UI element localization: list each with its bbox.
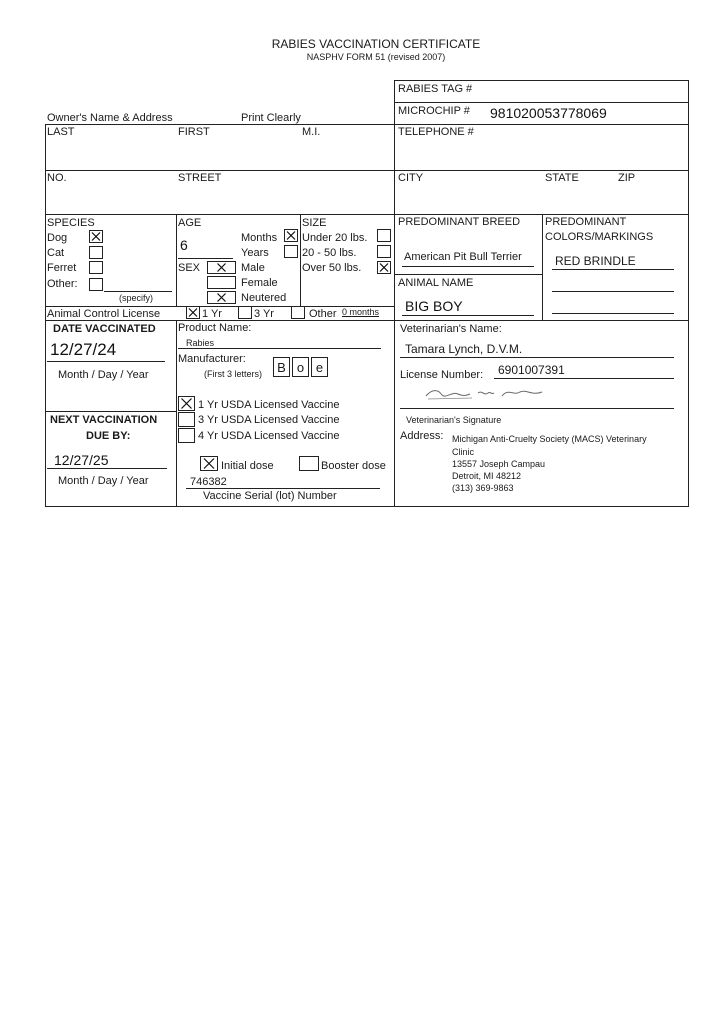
animal-control-license-label: Animal Control License [47,308,161,320]
vaccine-4yr-checkbox[interactable] [178,428,195,443]
colors-line-3 [552,313,674,314]
size-20-50-checkbox[interactable] [377,245,391,258]
rabies-tag-label: RABIES TAG # [398,83,473,95]
size-label: SIZE [302,217,327,229]
booster-dose-label: Booster dose [321,460,386,472]
street-number-label: NO. [47,172,67,184]
species-cat-checkbox[interactable] [89,246,103,259]
address-line-4: Detroit, MI 48212 [452,471,522,481]
next-vaccination-due-label: DUE BY: [86,430,131,442]
next-vaccination-value: 12/27/25 [54,452,109,468]
address-label: Address: [400,430,444,442]
sex-female-label: Female [241,277,278,289]
specify-note: (specify) [119,293,154,303]
vaccine-serial-value: 746382 [190,476,227,488]
colors-label-line2: COLORS/MARKINGS [545,231,654,243]
sex-male-checkbox[interactable] [207,261,236,274]
license-number-value: 6901007391 [498,363,565,377]
initial-dose-label: Initial dose [221,460,274,472]
species-dog-checkbox[interactable] [89,230,103,243]
vaccine-1yr-checkbox[interactable] [178,396,195,411]
vaccine-3yr-checkbox[interactable] [178,412,195,427]
species-ferret-label: Ferret [47,262,77,274]
colors-value: RED BRINDLE [555,254,636,268]
license-number-label: License Number: [400,369,484,381]
license-other-checkbox[interactable] [291,306,305,319]
manufacturer-letter-1: B [273,357,290,377]
manufacturer-letter-3: e [311,357,328,377]
check-x-icon [208,262,235,273]
license-other-label: Other [309,308,337,320]
check-x-icon [208,292,235,303]
owner-section-label: Owner's Name & Address [47,112,173,124]
sex-neutered-label: Neutered [241,292,287,304]
check-x-icon [378,262,390,273]
colors-label-line1: PREDOMINANT [545,216,627,228]
print-clearly-note: Print Clearly [241,112,301,124]
last-name-label: LAST [47,126,75,138]
booster-dose-checkbox[interactable] [299,456,319,471]
vaccine-4yr-label: 4 Yr USDA Licensed Vaccine [198,430,340,442]
telephone-label: TELEPHONE # [398,126,474,138]
size-over50-checkbox[interactable] [377,261,391,274]
first-name-label: FIRST [178,126,210,138]
street-label: STREET [178,172,222,184]
license-3yr-label: 3 Yr [254,308,274,320]
city-label: CITY [398,172,424,184]
species-label: SPECIES [47,217,95,229]
sex-neutered-checkbox[interactable] [207,291,236,304]
next-vaccination-line [47,468,167,469]
sex-female-checkbox[interactable] [207,276,236,289]
license-3yr-checkbox[interactable] [238,306,252,319]
address-line-2: Clinic [452,447,475,457]
product-name-value: Rabies [186,338,215,348]
check-x-icon [187,307,199,318]
breed-label: PREDOMINANT BREED [398,216,521,228]
size-20-50-label: 20 - 50 lbs. [302,247,357,259]
veterinarian-name-value: Tamara Lynch, D.V.M. [405,342,523,356]
species-other-label: Other: [47,278,78,290]
animal-name-line [402,315,534,316]
product-name-label: Product Name: [178,322,252,334]
check-x-icon [90,231,102,242]
size-under20-checkbox[interactable] [377,229,391,242]
initial-dose-checkbox[interactable] [200,456,218,471]
address-line-1: Michigan Anti-Cruelty Society (MACS) Veterinary [452,434,647,444]
address-line-3: 13557 Joseph Campau [452,459,546,469]
animal-name-value: BIG BOY [405,298,463,314]
check-x-icon [201,457,217,470]
species-other-line [104,291,172,292]
license-other-value: 0 months [342,307,380,317]
vaccine-3yr-label: 3 Yr USDA Licensed Vaccine [198,414,340,426]
form-number: NASPHV FORM 51 (revised 2007) [306,52,446,62]
signature-line [400,408,674,409]
middle-initial-label: M.I. [302,126,321,138]
vaccine-1yr-label: 1 Yr USDA Licensed Vaccine [198,399,340,411]
license-number-line [494,378,674,379]
veterinarian-signature-label: Veterinarian's Signature [406,415,502,425]
veterinarian-signature-image [422,384,546,404]
age-years-label: Years [241,247,269,259]
zip-label: ZIP [618,172,636,184]
license-1yr-checkbox[interactable] [186,306,200,319]
size-over50-label: Over 50 lbs. [302,262,362,274]
colors-line-1 [552,269,674,270]
species-cat-label: Cat [47,247,65,259]
age-months-checkbox[interactable] [284,229,298,242]
vaccine-serial-label: Vaccine Serial (lot) Number [203,490,337,502]
next-vaccination-format: Month / Day / Year [58,475,149,487]
date-vaccinated-format: Month / Day / Year [58,369,149,381]
vaccine-serial-line [186,488,380,489]
date-vaccinated-value: 12/27/24 [50,340,117,359]
check-x-icon [285,230,297,241]
check-x-icon [179,397,194,410]
sex-label: SEX [178,262,201,274]
age-label: AGE [178,217,202,229]
license-1yr-label: 1 Yr [202,308,222,320]
microchip-label: MICROCHIP # [398,105,470,117]
address-line-5: (313) 369-9863 [452,483,514,493]
species-other-checkbox[interactable] [89,278,103,291]
first-three-letters-note: (First 3 letters) [204,369,263,379]
animal-name-label: ANIMAL NAME [398,277,474,289]
breed-value: American Pit Bull Terrier [404,251,522,263]
product-name-line [178,348,381,349]
date-vaccinated-label: DATE VACCINATED [53,323,156,335]
size-under20-label: Under 20 lbs. [302,232,368,244]
veterinarian-name-label: Veterinarian's Name: [400,323,502,335]
manufacturer-letter-2: o [292,357,309,377]
colors-line-2 [552,291,674,292]
next-vaccination-label: NEXT VACCINATION [50,414,158,426]
date-vaccinated-line [47,361,165,362]
veterinarian-name-line [400,357,674,358]
microchip-value: 981020053778069 [490,105,607,121]
age-value: 6 [180,237,188,253]
species-dog-label: Dog [47,232,68,244]
certificate-title: RABIES VACCINATION CERTIFICATE [271,37,481,51]
age-years-checkbox[interactable] [284,245,298,258]
sex-male-label: Male [241,262,265,274]
age-months-label: Months [241,232,278,244]
breed-line [402,266,534,267]
species-ferret-checkbox[interactable] [89,261,103,274]
manufacturer-label: Manufacturer: [178,353,246,365]
state-label: STATE [545,172,579,184]
age-value-line [178,258,233,259]
